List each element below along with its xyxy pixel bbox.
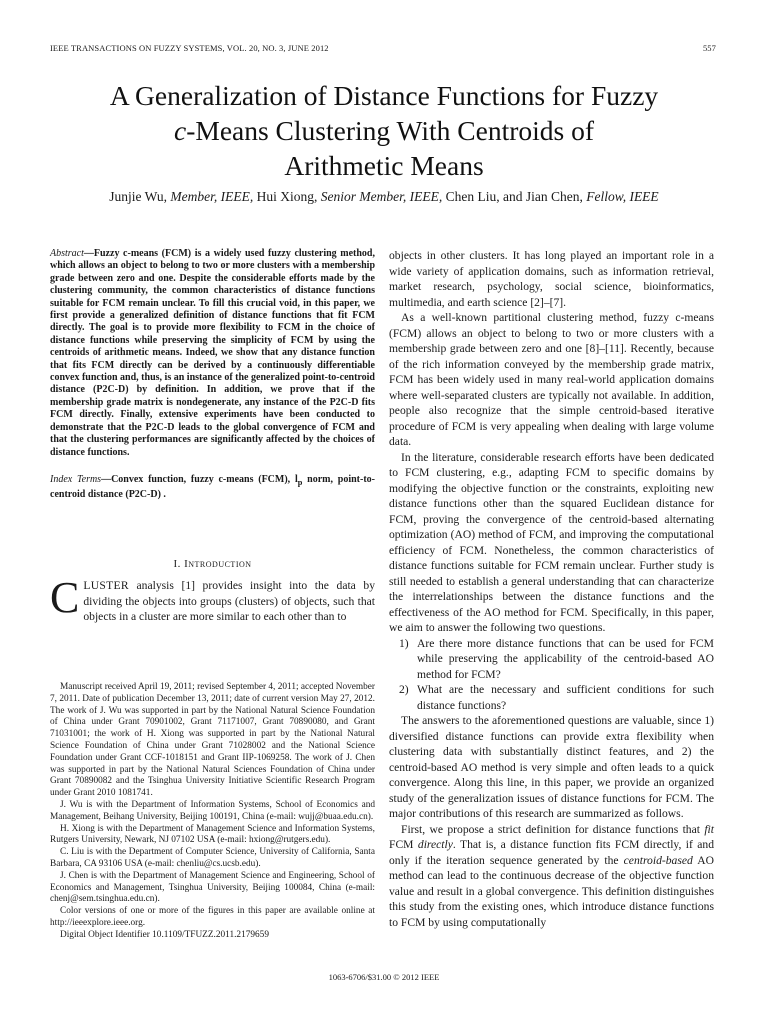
index-terms-lead: Index Terms — [50, 474, 102, 485]
question-item — [399, 636, 714, 683]
footnote-item: C. Liu is with the Department of Computer Science, University of California, Santa Barbara, CA 93106 USA (e-mail: chenliu@cs.ucsb.edu). — [50, 847, 375, 869]
intro-paragraph — [50, 573, 375, 625]
text-run: FCM — [389, 838, 418, 851]
index-terms — [50, 474, 375, 502]
paragraph: objects in other clusters. It has long played an important role in a wide variety of application domains, such as information retrieval, market research, psychology, social science, bioinformatics, multimedia, and earth science [2]–[7]. — [389, 249, 714, 309]
journal-name: IEEE TRANSACTIONS ON FUZZY SYSTEMS, VOL. 20, NO. 3, JUNE 2012 — [50, 43, 329, 53]
title-line-3: Arithmetic Means — [284, 150, 484, 181]
footnote-item: J. Chen is with the Department of Management Science and Engineering, School of Economics and Management, Tsinghua University, Beijing 100084, China (e-mail: chenj@sem.tsinghua.edu.cn). — [50, 870, 375, 905]
index-terms-sub: p — [297, 478, 303, 487]
footnote-item: J. Wu is with the Department of Information Systems, School of Economics and Management, Beihang University, Beijing 100191, China (e-mail: wujj@buaa.edu.cn). — [50, 799, 375, 822]
text-run: . That is, a distance function fits FCM directly, if and only if the iteration sequence generated by the — [389, 838, 715, 867]
author-1-role: Member, IEEE, — [170, 189, 254, 204]
title-line-2 — [40, 113, 728, 148]
running-header — [50, 43, 716, 53]
footnote-item: Digital Object Identifier 10.1109/TFUZZ.2011.2179659 — [60, 929, 269, 940]
right-column — [389, 248, 714, 930]
copyright-footer: 1063-6706/$31.00 © 2012 IEEE — [328, 972, 440, 982]
drop-cap: C — [50, 573, 80, 622]
question-item — [399, 682, 714, 713]
title-c: c — [173, 115, 187, 146]
question-list — [389, 636, 714, 714]
question-number: 1) — [399, 636, 409, 650]
footnote-item: H. Xiong is with the Department of Management Science and Information Systems, Rutgers University, Newark, NJ 07102 USA (e-mail: hxiong@rutgers.edu). — [50, 823, 375, 846]
footnote-item: Manuscript received April 19, 2011; revised September 4, 2011; accepted November 7, 2011. Date of publication December 13, 2011; date of current version May 27, 2012. The work of J. Wu was supported in part by the National Natural Science Foundation of China under Grant 70901002, Grant 71171007, Grant 70890080, and Grant 71031001; the work of H. Xiong was supported in part by the National Natural Science Foundation of China under Grant 71028002 and the National Science Foundation under Grant CCF-1018151 and Grant IIP-1069258. The work of J. Chen was supported in part by the National Natural Sciences Foundation of China under Grant 70890082 and the Tsinghua University Initiative Scientific Research Program under Grant 2010 1081741. — [50, 682, 375, 799]
footnotes — [50, 682, 375, 942]
title-line-2-rest: -Means Clustering With Centroids of — [186, 115, 594, 146]
text-run: AO method can lead to the continuous decrease of the objective function value and result in a global convergence. This definition distinguishes this study from the existing ones, which introduce distance functions to FCM by using computationally — [389, 853, 714, 929]
author-list — [40, 189, 728, 205]
emph-centroid-based: centroid-based — [623, 853, 693, 867]
question-number: 2) — [399, 683, 409, 696]
abstract-text: —Fuzzy c-means (FCM) is a widely used fuzzy clustering method, which allows an object to belong to two or more clusters with a membership grade between zero and one. Despite the considerable efforts made by the clustering community, the common characteristics of distance functions suitable for FCM remain unclear. To fill this crucial void, in this paper, we first provide a generalized definition of distance functions that fit FCM directly. The goal is to provide more flexibility to FCM in the choice of distance functions while preserving the simplicity of FCM by using the centroids of arithmetic means. Indeed, we show that any distance function that fits FCM directly can be derived by a continuously differentiable convex function and, thus, is an instance of the generalized point-to-centroid distance (P2C-D) by definition. In addition, we prove that if the membership grade matrix is nondegenerate, any instance of the P2C-D fits FCM directly. Finally, extensive experiments have been conducted to demonstrate that the P2C-D leads to the global convergence of FCM and that the clustering performances are significantly affected by the choices of distance functions. — [50, 248, 375, 458]
paragraph: As a well-known partitional clustering method, fuzzy c-means (FCM) allows an object to belong to two or more clusters with a membership grade between zero and one [8]–[11]. Recently, because of the rich information conveyed by the membership grade matrix, FCM has been widely used in many real-world application domains where well-separated clusters are typically not available. In addition, people also recognize that the simple centroid-based iterative procedure of FCM is very appealing when dealing with large volume data. — [389, 311, 714, 448]
author-1: Junjie Wu, — [109, 189, 168, 204]
index-terms-text2: norm, point-to-centroid distance (P2C-D) . — [50, 474, 375, 501]
emph-directly: directly — [417, 838, 453, 851]
abstract — [50, 248, 375, 459]
paragraph — [389, 822, 714, 931]
abstract-lead: Abstract — [50, 248, 84, 259]
title-line-1: A Generalization of Distance Functions for Fuzzy — [109, 80, 659, 111]
paper-title — [40, 78, 728, 183]
index-terms-text: —Convex function, fuzzy c-means (FCM), l — [101, 474, 298, 485]
emph-fit: fit — [704, 822, 714, 836]
author-3-role: Fellow, IEEE — [586, 189, 659, 204]
author-2: Hui Xiong, — [256, 189, 318, 204]
paragraph: In the literature, considerable research efforts have been dedicated to FCM clustering, e.g., adapting FCM to specific domains by modifying the objective function or the constraints, exploiting new distance functions other than the squared Euclidean distance for FCM, proving the convergence of the centroid-based alternating optimization (AO) method of FCM, and improving the computational efficiency of FCM. Nonetheless, the common characteristics of distance functions suitable for FCM remain unclear. Further study is still needed to establish a general understanding that can characterize the interrelationships between the distance functions and the effectiveness of the AO method for FCM. Specifically, in this paper, we aim to answer the following two questions. — [389, 450, 714, 634]
text-run: First, we propose a strict definition for distance functions that — [401, 822, 705, 836]
question-text: Are there more distance functions that can be used for FCM while preserving the applicability of the centroid-based AO method for FCM? — [417, 636, 714, 681]
author-2-role: Senior Member, IEEE, — [320, 189, 443, 204]
section-heading: I. Introduction — [173, 558, 252, 570]
author-3: Chen Liu, and Jian Chen, — [445, 189, 583, 204]
question-text: What are the necessary and sufficient conditions for such distance functions? — [417, 683, 714, 712]
footnote-item: Color versions of one or more of the figures in this paper are available online at http://ieeexplore.ieee.org. — [50, 906, 375, 928]
page-number: 557 — [702, 43, 716, 53]
intro-smallcaps: LUSTER — [83, 579, 129, 592]
paragraph: The answers to the aforementioned questions are valuable, since 1) diversified distance functions can provide extra flexibility when clustering data with substantially distinct features, and 2) the centroid-based AO method is very simple and often leads to a quick convergence. Along this line, in this paper, we provide an organized study of the generalization issues of distance functions for FCM. The major contributions of this research are summarized as follows. — [389, 714, 714, 820]
intro-text: analysis [1] provides insight into the data by dividing the objects into groups (clusters) of objects, such that objects in a cluster are more similar to each other than to — [83, 579, 375, 623]
